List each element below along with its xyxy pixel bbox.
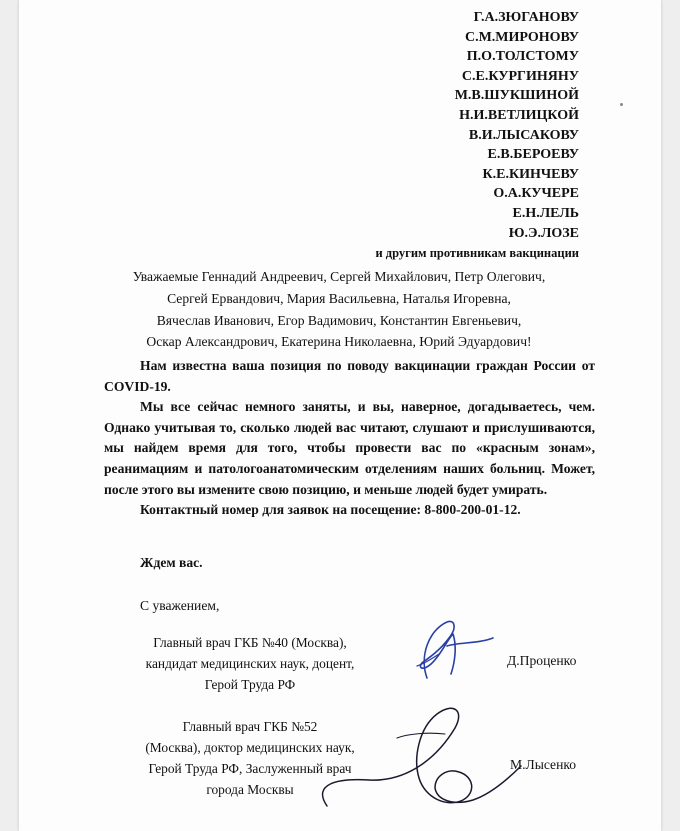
salutation-line: Вячеслав Иванович, Егор Вадимович, Константин Евгеньевич, — [156, 312, 522, 328]
addressee-line: Г.А.ЗЮГАНОВУ — [473, 10, 579, 25]
signatory-title-line: (Москва), доктор медицинских наук, — [145, 740, 355, 755]
body-paragraph-invitation: Мы все сейчас немного заняты, и вы, наверное, догадываетесь, чем. Однако учитывая то, сколько людей вас читают, слушают и прислушиваются, мы найдем время для того, чтобы провести вас по «красным зонам», реанимациям и патологоанатомическим отделениям наших больниц. Может, после этого вы измените свою позицию, и меньше людей будет умирать. — [104, 399, 595, 497]
signature-1-icon — [389, 612, 509, 692]
signatory-1-name: Д.Проценко — [507, 653, 577, 668]
letter-body — [104, 356, 595, 521]
scan-speck — [620, 103, 623, 106]
salutation-line: Уважаемые Геннадий Андреевич, Сергей Михайлович, Петр Олегович, — [132, 269, 546, 284]
addressee-line: С.М.МИРОНОВУ — [464, 29, 579, 45]
signatory-2-name: М.Лысенко — [510, 757, 577, 772]
salutation-line: Оскар Александрович, Екатерина Николаевна, Юрий Эдуардович! — [146, 334, 532, 350]
addressee-line: Ю.Э.ЛОЗЕ — [508, 225, 579, 241]
addressee-line: О.А.КУЧЕРЕ — [493, 186, 579, 202]
signatory-title-line: города Москвы — [206, 782, 294, 797]
addressee-line: М.В.ШУКШИНОЙ — [454, 88, 579, 104]
signatory-title-line: Герой Труда РФ, Заслуженный врач — [148, 761, 352, 776]
closing-regards: С уважением, — [140, 598, 220, 613]
addressee-line: Е.В.БЕРОЕВУ — [487, 147, 579, 163]
signatory-title-line: Главный врач ГКБ №52 — [182, 719, 318, 734]
addressee-line: П.О.ТОЛСТОМУ — [466, 49, 579, 65]
addressee-line: Е.Н.ЛЕЛЬ — [512, 205, 579, 221]
signatory-1-title — [109, 632, 391, 695]
signatory-2-title — [109, 716, 391, 800]
addressee-line: В.И.ЛЫСАКОВУ — [468, 127, 579, 143]
salutation-block — [79, 266, 599, 353]
signatory-title-line: Герой Труда РФ — [204, 677, 296, 692]
addressee-line: К.Е.КИНЧЕВУ — [482, 166, 579, 182]
addressee-line: С.Е.КУРГИНЯНУ — [461, 68, 579, 84]
closing-wait: Ждем вас. — [140, 555, 203, 570]
letter-page — [19, 0, 661, 831]
salutation-line: Сергей Ервандович, Мария Васильевна, Наталья Игоревна, — [167, 290, 511, 306]
body-paragraph-position: Нам известна ваша позиция по поводу вакцинации граждан России от COVID-19. — [104, 358, 595, 394]
signatory-title-line: Главный врач ГКБ №40 (Москва), — [153, 635, 347, 650]
addressee-line: Н.И.ВЕТЛИЦКОЙ — [459, 107, 579, 123]
addressee-block — [375, 8, 579, 262]
signatory-title-line: кандидат медицинских наук, доцент, — [145, 656, 355, 671]
addressee-tail: и другим противникам вакцинации — [375, 246, 579, 261]
body-paragraph-contact: Контактный номер для заявок на посещение: 8-800-200-01-12. — [140, 502, 521, 518]
